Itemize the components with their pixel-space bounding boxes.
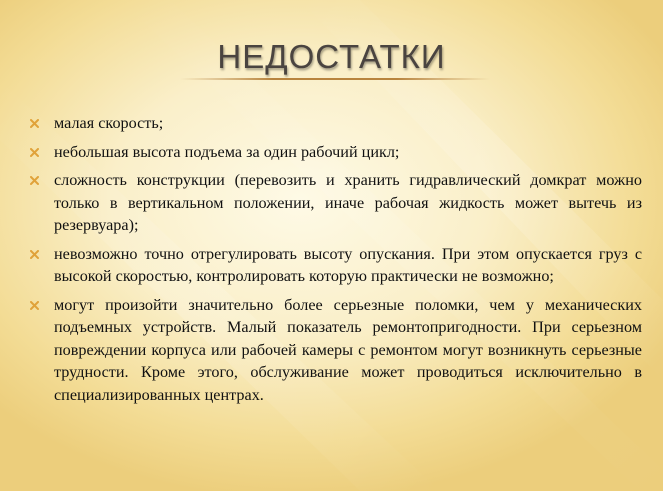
list-item-text: невозможно точно отрегулировать высоту опускания. При этом опускается груз с высокой скоростью, контролировать которую практически не возможно;: [54, 244, 642, 285]
x-mark-bullet-icon: [30, 250, 39, 259]
list-item: [30, 243, 642, 288]
list-item: [30, 294, 642, 407]
list-item: [30, 169, 642, 237]
list-item: [30, 112, 642, 135]
slide-title: НЕДОСТАТКИ: [217, 38, 446, 75]
x-mark-bullet-icon: [30, 301, 39, 310]
list-item-text: малая скорость;: [54, 114, 164, 132]
list-item-text: могут произойти значительно более серьезные поломки, чем у механических подъемных устройств. Малый показатель ремонтопригодности. При серьезном повреждении корпуса или рабочей камеры с ремонтом могут возникнуть серьезные трудности. Кроме этого, обслуживание может проводиться исключительно в специализированных центрах.: [54, 295, 642, 404]
list-item-text: сложность конструкции (перевозить и хранить гидравлический домкрат можно только в вертикальном положении, иначе рабочая жидкость может вытечь из резервуара);: [54, 171, 642, 234]
bullet-list: [30, 112, 642, 412]
x-mark-bullet-icon: [30, 148, 39, 157]
list-item: [30, 141, 642, 164]
list-item-text: небольшая высота подъема за один рабочий цикл;: [54, 142, 400, 161]
title-underline: [180, 78, 490, 80]
x-mark-bullet-icon: [30, 176, 39, 185]
x-mark-bullet-icon: [30, 119, 39, 128]
